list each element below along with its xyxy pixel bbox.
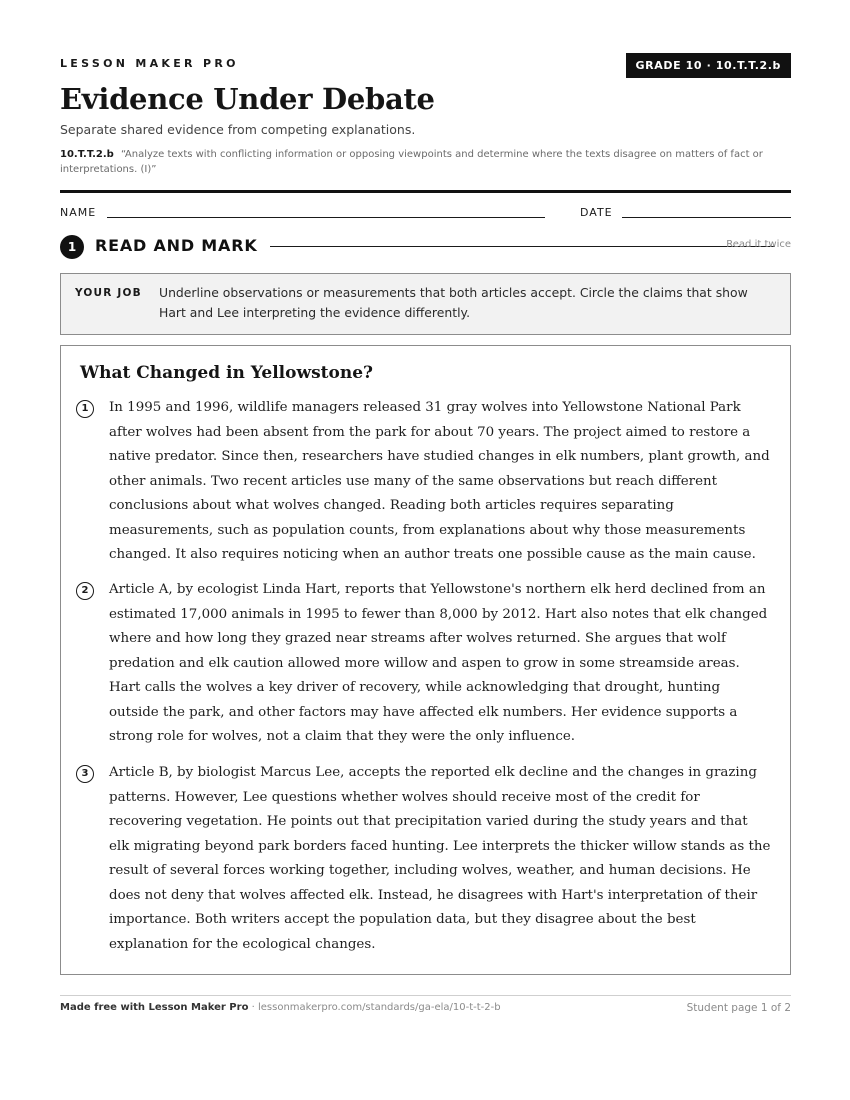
section-title: READ AND MARK <box>95 236 258 255</box>
page-indicator: Student page 1 of 2 <box>686 1002 791 1014</box>
instructions-box <box>60 273 791 335</box>
paragraph-number: 1 <box>76 400 94 418</box>
paragraph-number: 2 <box>76 582 94 600</box>
name-field[interactable] <box>107 217 545 218</box>
brand-name: LESSON MAKER PRO <box>60 57 239 70</box>
reading-passage <box>60 345 791 975</box>
page-subtitle: Separate shared evidence from competing explanations. <box>60 122 416 137</box>
paragraph: Article A, by ecologist Linda Hart, reports that Yellowstone's northern elk herd declined from an estimated 17,000 animals in 1995 to fewer than 8,000 by 2012. Hart also notes that elk changed where and how long they grazed near streams after wolves returned. She argues that wolf predation and elk caution allowed more willow and aspen to grow in some streamside areas. Hart calls the wolves a key driver of recovery, while acknowledging that drought, hunting outside the park, and other factors may have affected elk numbers. Her evidence supports a strong role for wolves, not a claim that they were the only influence. <box>109 582 768 744</box>
name-label: NAME <box>60 206 97 219</box>
date-field[interactable] <box>622 217 791 218</box>
instructions-label: YOUR JOB <box>75 287 142 299</box>
paragraph-number: 3 <box>76 765 94 783</box>
paragraph: Article B, by biologist Marcus Lee, accepts the reported elk decline and the changes in grazing patterns. However, Lee questions whether wolves should receive most of the credit for recovering vegetation. He points out that precipitation varied during the study years and that elk migrating beyond park borders faced hunting. Lee interprets the thicker willow stands as the result of several forces working together, including wolves, weather, and human decisions. He does not deny that wolves affected elk. Instead, he disagrees with Hart's interpretation of their importance. Both writers accept the population data, but they disagree about the best explanation for the ecological changes. <box>109 765 771 952</box>
footer-made-with: Made free with Lesson Maker Pro <box>60 1002 249 1013</box>
section-divider <box>270 246 775 247</box>
footer-credit <box>60 1002 501 1013</box>
header-divider <box>60 190 791 193</box>
footer-divider <box>60 995 791 996</box>
worksheet-page <box>60 0 791 1100</box>
footer-url[interactable]: · lessonmakerpro.com/standards/ga-ela/10-t-t-2-b <box>248 1002 501 1013</box>
date-label: DATE <box>580 206 613 219</box>
page-title: Evidence Under Debate <box>60 82 435 116</box>
paragraph: In 1995 and 1996, wildlife managers released 31 gray wolves into Yellowstone National Park after wolves had been absent from the park for about 70 years. The project aimed to restore a native predator. Since then, researchers have studied changes in elk numbers, plant growth, and other animals. Two recent articles use many of the same observations but reach different conclusions about what wolves changed. Reading both articles requires separating measurements, such as population counts, from explanations about why those measurements changed. It also requires noticing when an author treats one possible cause as the main cause. <box>109 400 770 562</box>
section-note: Read it twice <box>726 239 791 250</box>
standard-text: “Analyze texts with conflicting information or opposing viewpoints and determine where the texts disagree on matters of fact or interpretations. (I)” <box>60 149 763 175</box>
section-number-badge: 1 <box>60 235 84 259</box>
instructions-text: Underline observations or measurements that both articles accept. Circle the claims that show Hart and Lee interpreting the evidence differently. <box>159 285 748 320</box>
passage-title: What Changed in Yellowstone? <box>80 363 374 383</box>
grade-badge: GRADE 10 · 10.T.T.2.b <box>626 53 791 78</box>
standard-code: 10.T.T.2.b <box>60 149 114 160</box>
standard-description <box>60 147 785 177</box>
